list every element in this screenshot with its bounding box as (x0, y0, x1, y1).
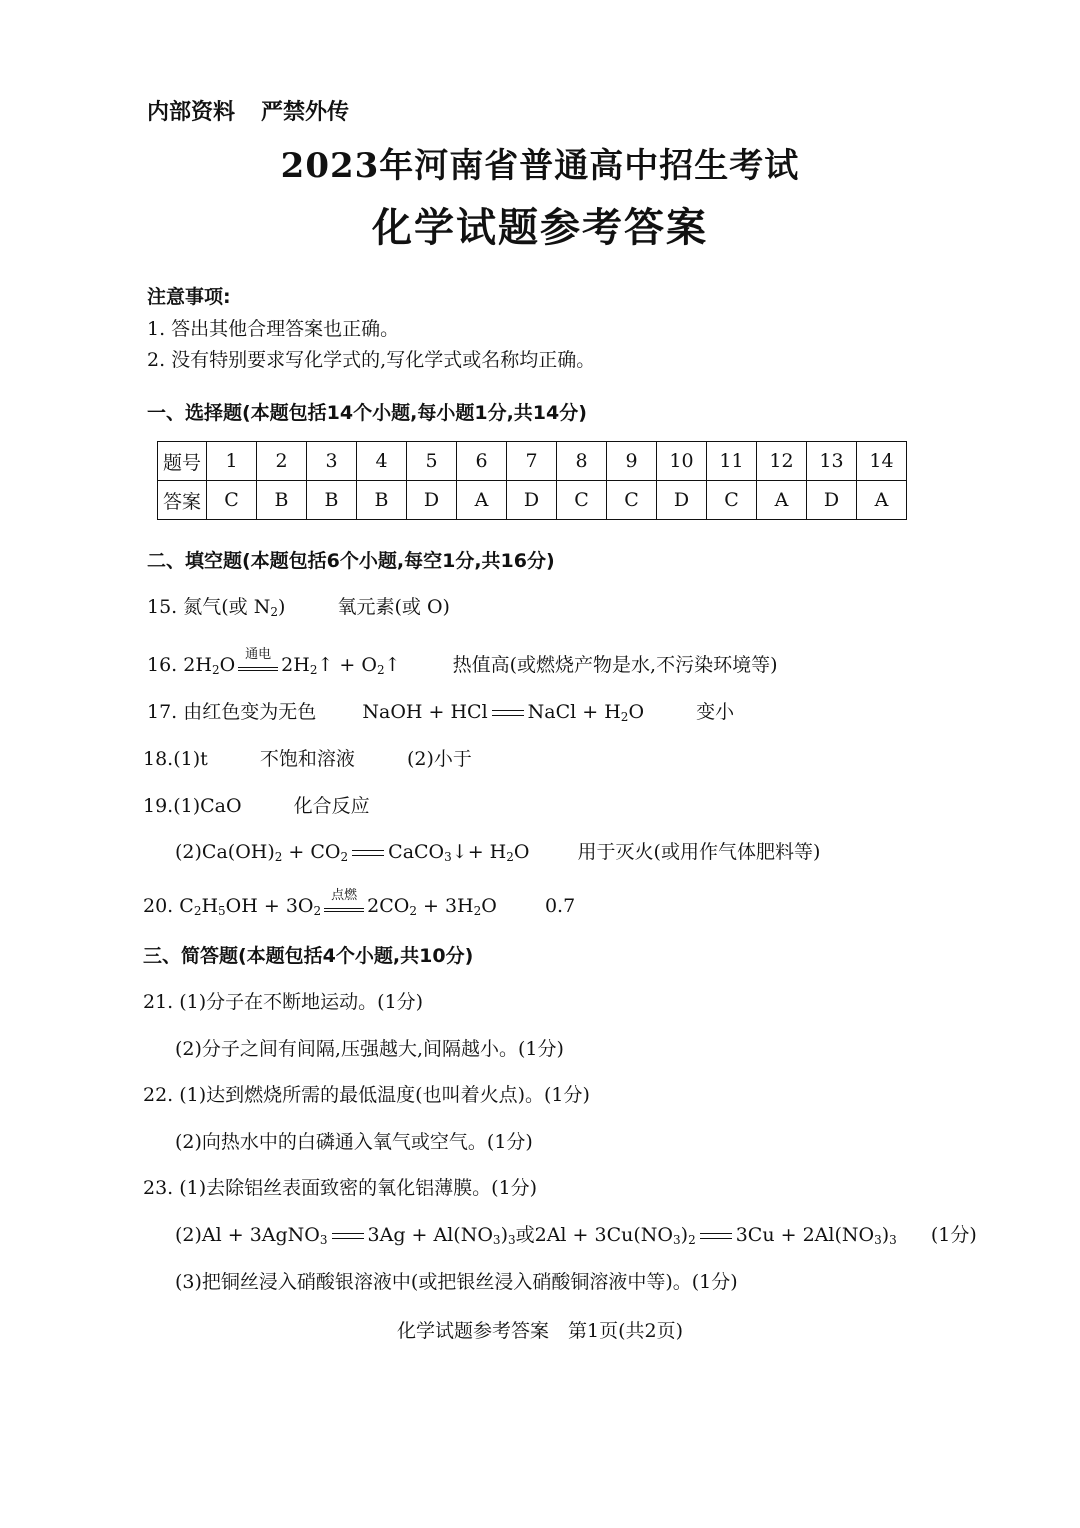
answer-cell: C (607, 481, 657, 520)
confidential-label-1: 内部资料 (147, 100, 236, 125)
equation-19: $(2)Ca(OH)_2 + CO_2$ CaCO$_3$↓+ $H_2O$ (175, 841, 530, 864)
answer-18-a: (1)t (173, 748, 208, 770)
answer-15-a-end: ) (277, 596, 286, 618)
answer-19-b: 化合反应 (293, 795, 370, 817)
answer-18 (143, 744, 472, 771)
answer-17 (147, 697, 734, 724)
answer-cell: D (657, 481, 707, 520)
condition-16: 通电 (245, 647, 272, 662)
answer-cell: C (207, 481, 257, 520)
question-number: 13 (807, 442, 857, 481)
answer-17-a: 由红色变为无色 (183, 701, 317, 723)
section2-heading: 二、填空题(本题包括6个小题,每空1分,共16分) (147, 550, 555, 572)
note-item-2: 2. 没有特别要求写化学式的,写化学式或名称均正确。 (147, 349, 596, 371)
exam-title: 2023年河南省普通高中招生考试 (280, 146, 800, 186)
question-number: 2 (257, 442, 307, 481)
answer-23-2-score: (1分) (930, 1224, 977, 1246)
answer-cell: B (257, 481, 307, 520)
equation-16: $2H_2O$ 通电 $2H_2↑$ + $O_2↑$ (183, 654, 400, 676)
page-footer: 化学试题参考答案 第1页(共2页) (396, 1320, 683, 1342)
question-number: 7 (507, 442, 557, 481)
answer-table (157, 441, 907, 520)
answer-15-part-a (183, 596, 285, 618)
answer-22-2: (2)向热水中的白磷通入氧气或空气。(1分) (175, 1131, 533, 1153)
row-label-answer: 答案 (158, 481, 207, 520)
answer-15-a-text: 氮气(或 N (183, 596, 271, 618)
row-label-number: 题号 (158, 442, 207, 481)
question-number: 14 (857, 442, 907, 481)
equation-17: NaOH + HCl NaCl + $H_2O$ (362, 701, 645, 724)
answer-15-part-b: 氧元素(或 O) (337, 596, 450, 618)
table-row-numbers (158, 442, 907, 481)
answer-21-2: (2)分子之间有间隔,压强越大,间隔越小。(1分) (175, 1038, 564, 1060)
question-number: 11 (707, 442, 757, 481)
question-number: 10 (657, 442, 707, 481)
question-number: 6 (457, 442, 507, 481)
answer-cell: D (507, 481, 557, 520)
answer-16 (147, 647, 778, 677)
answer-cell: D (807, 481, 857, 520)
question-number: 12 (757, 442, 807, 481)
answer-15 (147, 592, 450, 619)
table-row-answers (158, 481, 907, 520)
answer-19-line2 (175, 837, 820, 864)
question-number: 4 (357, 442, 407, 481)
answer-cell: A (457, 481, 507, 520)
answer-cell: C (557, 481, 607, 520)
answer-18-b: 不饱和溶液 (259, 748, 355, 770)
answer-15-a-sub: 2 (270, 605, 278, 619)
question-num-16: 16. (147, 654, 178, 676)
answer-cell: D (407, 481, 457, 520)
reaction-arrow-16 (238, 647, 278, 671)
question-num-18: 18. (143, 748, 174, 770)
question-num-17: 17. (147, 701, 178, 723)
answer-19-d: 用于灭火(或用作气体肥料等) (577, 841, 821, 863)
answer-20-value: 0.7 (544, 895, 576, 917)
confidential-label-2: 严禁外传 (261, 100, 350, 125)
answer-cell: B (307, 481, 357, 520)
question-number: 8 (557, 442, 607, 481)
equation-23: (2)Al + 3AgNO$_3$ $3Ag + Al(NO_3)_3$或$2Al + 3Cu(NO_3)_2$ $3Cu + 2Al(NO_3)_3$ (175, 1224, 897, 1247)
answer-17-c: 变小 (696, 701, 735, 723)
answer-23-1: 23. (1)去除铝丝表面致密的氧化铝薄膜。(1分) (143, 1177, 538, 1199)
answer-cell: C (707, 481, 757, 520)
condition-20: 点燃 (331, 888, 358, 903)
answer-21-1: 21. (1)分子在不断地运动。(1分) (143, 991, 424, 1013)
question-number: 3 (307, 442, 357, 481)
answer-19-a: (1)CaO (173, 795, 242, 817)
answer-19 (143, 791, 370, 818)
note-item-1: 1. 答出其他合理答案也正确。 (147, 318, 400, 340)
answer-cell: A (757, 481, 807, 520)
answer-23-3: (3)把铜丝浸入硝酸银溶液中(或把银丝浸入硝酸铜溶液中等)。(1分) (175, 1271, 738, 1293)
doc-subtitle: 化学试题参考答案 (372, 205, 708, 251)
question-num-20: 20. (143, 895, 174, 917)
notes-heading: 注意事项: (147, 286, 231, 308)
equation-20: $C_2H_5OH + 3O_2$ 点燃 $2CO_2 + 3H_2O$ (179, 895, 497, 917)
section1-heading: 一、选择题(本题包括14个小题,每小题1分,共14分) (147, 402, 587, 424)
reaction-arrow-20 (324, 888, 364, 912)
question-num-15: 15. (147, 596, 178, 618)
question-num-19: 19. (143, 795, 174, 817)
question-number: 5 (407, 442, 457, 481)
confidential-note (147, 95, 349, 126)
answer-cell: B (357, 481, 407, 520)
answer-23-2 (175, 1220, 977, 1247)
section3-heading: 三、简答题(本题包括4个小题,共10分) (143, 945, 474, 967)
answer-20 (143, 888, 576, 918)
question-number: 1 (207, 442, 257, 481)
answer-16-note: 热值高(或燃烧产物是水,不污染环境等) (452, 654, 778, 676)
answer-22-1: 22. (1)达到燃烧所需的最低温度(也叫着火点)。(1分) (143, 1084, 590, 1106)
answer-cell: A (857, 481, 907, 520)
question-number: 9 (607, 442, 657, 481)
answer-18-c: (2)小于 (406, 748, 472, 770)
